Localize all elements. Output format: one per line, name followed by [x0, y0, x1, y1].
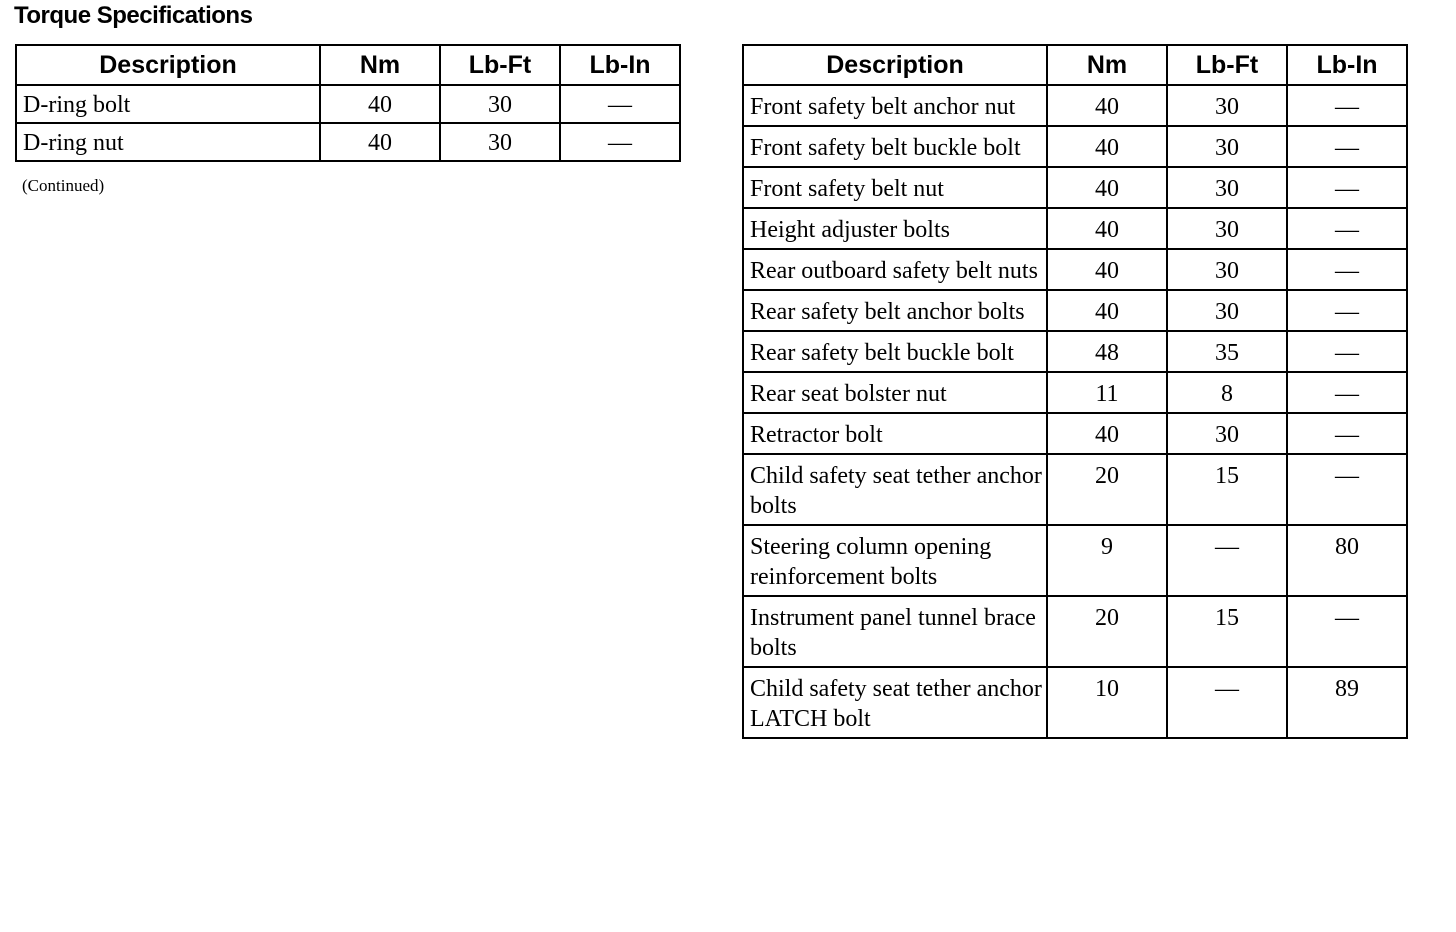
row-lb-ft: 30 [1167, 208, 1287, 249]
table-row [743, 372, 1407, 413]
row-lb-in: — [1287, 249, 1407, 290]
row-nm: 40 [1047, 167, 1167, 208]
row-lb-in: — [1287, 85, 1407, 126]
row-lb-ft: 30 [1167, 126, 1287, 167]
row-nm: 40 [320, 85, 440, 123]
row-nm: 40 [1047, 85, 1167, 126]
column-header-lb-in: Lb-In [1287, 45, 1407, 85]
row-description: Steering column opening reinforcement bolts [743, 525, 1047, 596]
column-header-nm: Nm [1047, 45, 1167, 85]
table-row [16, 123, 680, 161]
row-lb-in: 89 [1287, 667, 1407, 738]
row-description: Front safety belt anchor nut [743, 85, 1047, 126]
row-description: Child safety seat tether anchor bolts [743, 454, 1047, 525]
column-header-description: Description [16, 45, 320, 85]
row-nm: 20 [1047, 454, 1167, 525]
row-description: Rear safety belt buckle bolt [743, 331, 1047, 372]
row-description: Rear outboard safety belt nuts [743, 249, 1047, 290]
row-nm: 40 [1047, 413, 1167, 454]
row-lb-ft: 30 [440, 123, 560, 161]
row-lb-in: — [1287, 208, 1407, 249]
row-lb-ft: 35 [1167, 331, 1287, 372]
row-lb-in: — [560, 123, 680, 161]
table-row [743, 290, 1407, 331]
row-nm: 9 [1047, 525, 1167, 596]
page-title: Torque Specifications [14, 2, 253, 29]
row-lb-in: — [1287, 290, 1407, 331]
row-nm: 48 [1047, 331, 1167, 372]
column-header-description: Description [743, 45, 1047, 85]
column-header-lb-in: Lb-In [560, 45, 680, 85]
row-nm: 40 [1047, 126, 1167, 167]
table-row [743, 126, 1407, 167]
row-lb-in: 80 [1287, 525, 1407, 596]
table-row [743, 413, 1407, 454]
row-description: Rear safety belt anchor bolts [743, 290, 1047, 331]
table-row [743, 525, 1407, 596]
row-nm: 10 [1047, 667, 1167, 738]
row-lb-ft: 30 [1167, 290, 1287, 331]
row-description: Instrument panel tunnel brace bolts [743, 596, 1047, 667]
row-lb-ft: — [1167, 525, 1287, 596]
row-lb-in: — [1287, 372, 1407, 413]
row-lb-in: — [1287, 596, 1407, 667]
table-row [743, 167, 1407, 208]
row-lb-ft: 8 [1167, 372, 1287, 413]
row-lb-ft: 15 [1167, 596, 1287, 667]
table-header-row [16, 45, 680, 85]
row-description: Retractor bolt [743, 413, 1047, 454]
row-nm: 40 [1047, 208, 1167, 249]
row-lb-ft: 30 [1167, 249, 1287, 290]
row-description: Front safety belt buckle bolt [743, 126, 1047, 167]
row-nm: 11 [1047, 372, 1167, 413]
row-lb-ft: 30 [1167, 167, 1287, 208]
table-row [743, 454, 1407, 525]
torque-table-right [742, 44, 1408, 739]
row-description: Front safety belt nut [743, 167, 1047, 208]
table-row [16, 85, 680, 123]
row-lb-in: — [1287, 413, 1407, 454]
row-lb-ft: — [1167, 667, 1287, 738]
table-row [743, 331, 1407, 372]
column-header-lb-ft: Lb-Ft [1167, 45, 1287, 85]
row-description: Child safety seat tether anchor LATCH bolt [743, 667, 1047, 738]
row-lb-in: — [1287, 167, 1407, 208]
row-lb-ft: 15 [1167, 454, 1287, 525]
row-description: Height adjuster bolts [743, 208, 1047, 249]
table-header-row [743, 45, 1407, 85]
table-row [743, 208, 1407, 249]
row-lb-in: — [1287, 126, 1407, 167]
row-lb-ft: 30 [1167, 413, 1287, 454]
row-description: D-ring bolt [16, 85, 320, 123]
column-header-lb-ft: Lb-Ft [440, 45, 560, 85]
row-lb-ft: 30 [440, 85, 560, 123]
row-description: D-ring nut [16, 123, 320, 161]
row-nm: 20 [1047, 596, 1167, 667]
row-nm: 40 [1047, 249, 1167, 290]
row-nm: 40 [1047, 290, 1167, 331]
column-header-nm: Nm [320, 45, 440, 85]
table-row [743, 596, 1407, 667]
row-lb-in: — [560, 85, 680, 123]
row-nm: 40 [320, 123, 440, 161]
torque-table-left [15, 44, 681, 162]
continued-note: (Continued) [22, 176, 105, 195]
row-lb-in: — [1287, 454, 1407, 525]
table-row [743, 667, 1407, 738]
table-row [743, 85, 1407, 126]
row-description: Rear seat bolster nut [743, 372, 1047, 413]
row-lb-ft: 30 [1167, 85, 1287, 126]
table-row [743, 249, 1407, 290]
row-lb-in: — [1287, 331, 1407, 372]
